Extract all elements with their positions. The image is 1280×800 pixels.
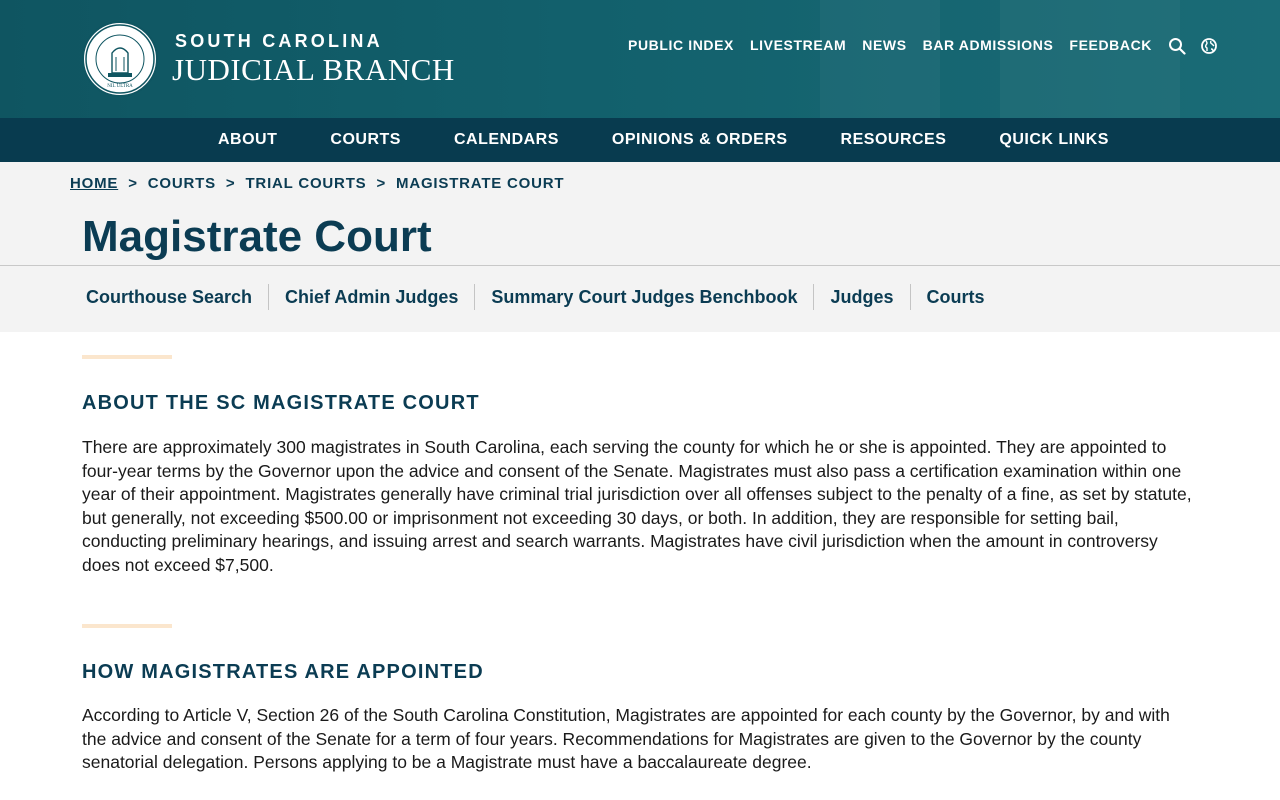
breadcrumb-separator: > <box>128 175 138 192</box>
svg-text:NIL ULTRA: NIL ULTRA <box>107 84 133 89</box>
section-accent-bar <box>82 355 172 359</box>
page-title: Magistrate Court <box>82 212 432 261</box>
breadcrumb-current: MAGISTRATE COURT <box>396 175 565 192</box>
breadcrumb-trial-courts[interactable]: TRIAL COURTS <box>245 175 367 192</box>
breadcrumb-separator: > <box>376 175 387 192</box>
search-icon[interactable] <box>1168 37 1186 55</box>
main-nav-courts[interactable]: COURTS <box>330 131 401 148</box>
divider <box>0 265 1280 266</box>
brand-title[interactable]: JUDICIAL BRANCH <box>172 52 455 87</box>
breadcrumb-courts[interactable]: COURTS <box>147 175 216 192</box>
main-nav-quick-links[interactable]: QUICK LINKS <box>999 131 1109 148</box>
globe-icon[interactable] <box>1200 37 1218 55</box>
utility-link-news[interactable]: NEWS <box>862 37 907 53</box>
court-seal-logo[interactable] <box>82 21 158 97</box>
utility-nav <box>628 36 1232 54</box>
section-accent-bar <box>82 624 172 628</box>
header-background-pane <box>820 0 940 118</box>
main-nav <box>0 118 1280 162</box>
main-nav-resources[interactable]: RESOURCES <box>840 131 947 148</box>
section-heading: ABOUT THE SC MAGISTRATE COURT <box>82 392 480 414</box>
section-body: According to Article V, Section 26 of the South Carolina Constitution, Magistrates are appointed for each county by the Governor, by and with the advice and consent of the Senate for a term of four years. Recommendations for Magistrates are given to the Governor by the county senatorial delegation. Persons applying to be a Magistrate must have a baccalaureate degree. <box>82 705 1170 772</box>
utility-link-bar-admissions[interactable]: BAR ADMISSIONS <box>922 37 1054 53</box>
main-nav-about[interactable]: ABOUT <box>218 131 278 148</box>
main-nav-calendars[interactable]: CALENDARS <box>453 131 559 148</box>
content-section-appointment <box>82 624 1197 775</box>
breadcrumb-separator: > <box>225 175 236 192</box>
site-header <box>0 0 1280 118</box>
section-body: There are approximately 300 magistrates in South Carolina, each serving the county for which he or she is appointed. They are appointed to four-year terms by the Governor upon the advice and consent of the Senate. Magistrates must also pass a certification examination within one year of their appointment. Magistrates generally have criminal trial jurisdiction over all offenses subject to the penalty of a fine, as set by statute, but generally, not exceeding $500.00 or imprisonment not exceeding 30 days, or both. In addition, they are responsible for setting bail, conducting preliminary hearings, and issuing arrest and search warrants. Magistrates have civil jurisdiction when the amount in controversy does not exceed $7,500. <box>82 437 1192 575</box>
brand-state-label[interactable]: SOUTH CAROLINA <box>175 31 383 51</box>
content-section-about <box>82 355 1197 577</box>
header-background-pane <box>1000 0 1180 118</box>
subnav-courts[interactable]: Courts <box>926 286 985 307</box>
subnav-judges[interactable]: Judges <box>830 286 894 307</box>
section-sub-nav <box>70 284 1001 310</box>
seal-icon <box>84 23 156 95</box>
subnav-benchbook[interactable]: Summary Court Judges Benchbook <box>491 286 798 307</box>
utility-link-livestream[interactable]: LIVESTREAM <box>750 37 847 53</box>
subnav-chief-admin-judges[interactable]: Chief Admin Judges <box>285 286 459 307</box>
section-heading: HOW MAGISTRATES ARE APPOINTED <box>82 661 484 683</box>
utility-link-feedback[interactable]: FEEDBACK <box>1069 37 1153 53</box>
utility-link-public-index[interactable]: PUBLIC INDEX <box>628 37 734 53</box>
breadcrumb-home[interactable]: HOME <box>70 175 119 192</box>
breadcrumb <box>70 175 564 192</box>
page-header-band <box>0 162 1280 332</box>
subnav-courthouse-search[interactable]: Courthouse Search <box>86 286 253 307</box>
main-nav-opinions-orders[interactable]: OPINIONS & ORDERS <box>611 131 788 148</box>
